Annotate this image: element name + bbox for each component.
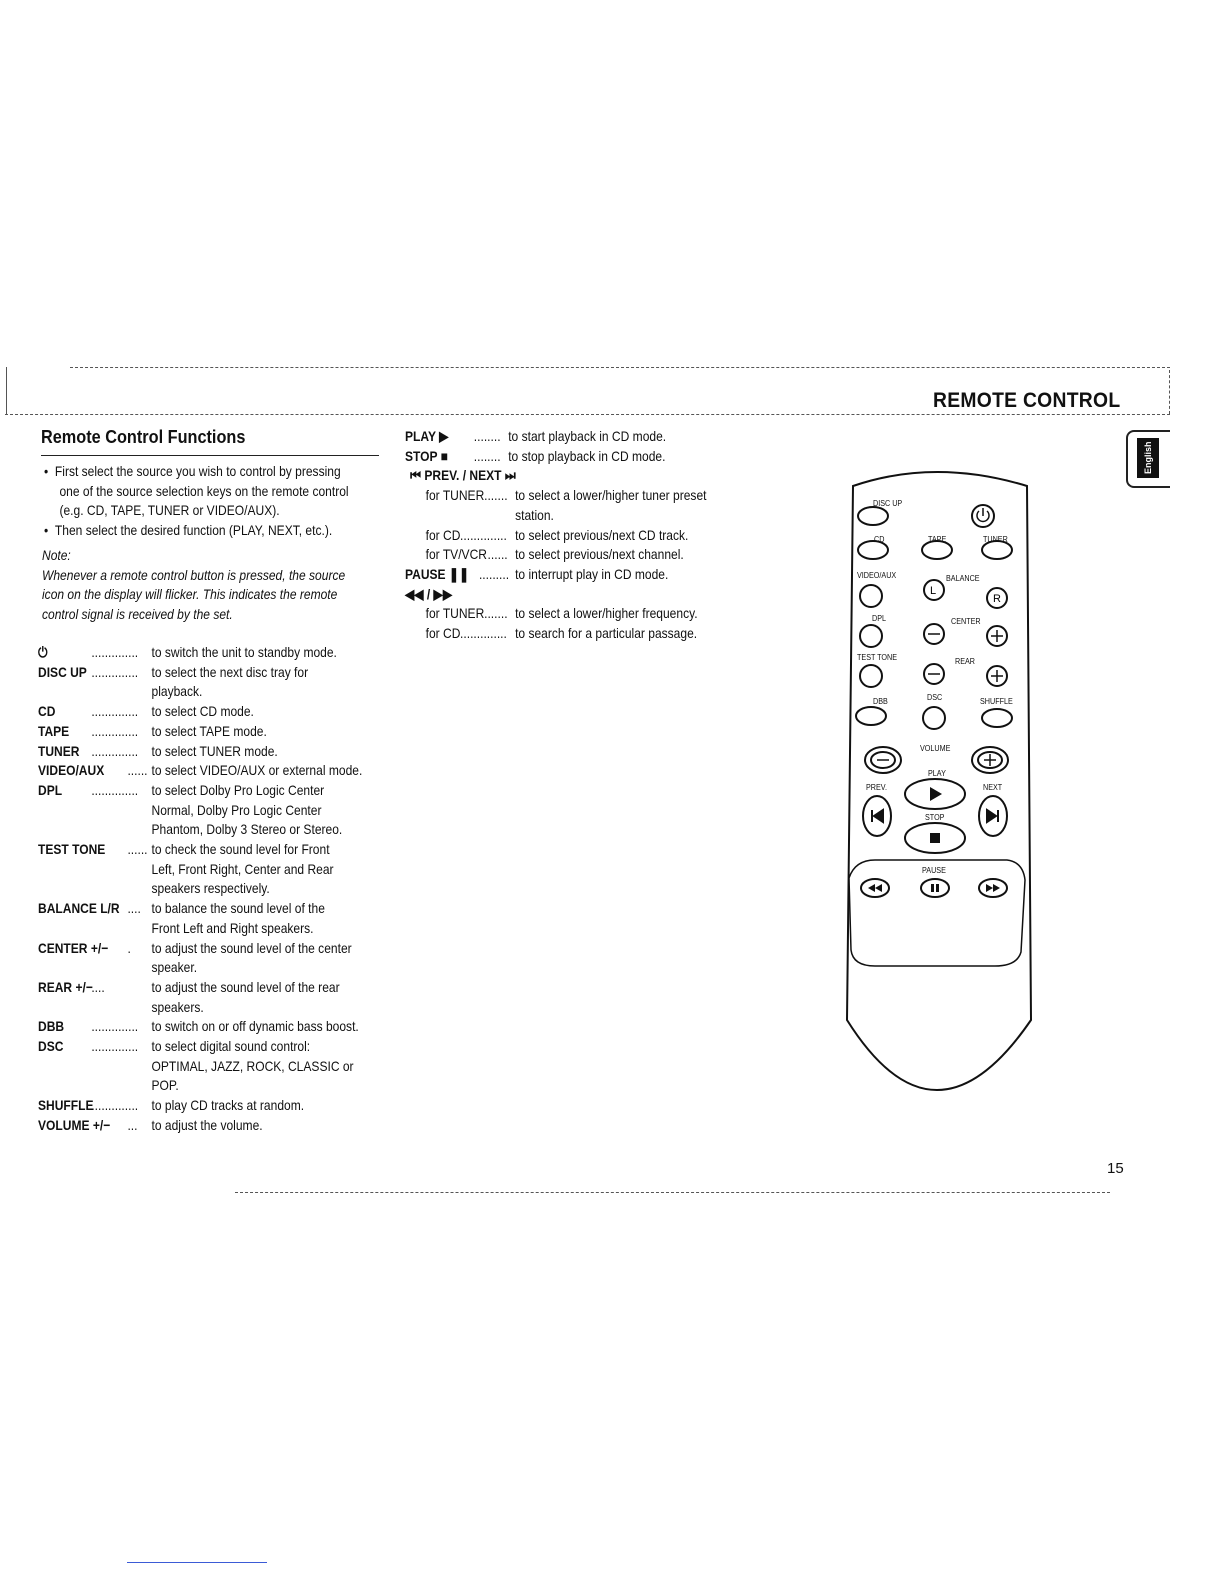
- next-icon: [987, 810, 998, 822]
- language-tab: [1126, 430, 1170, 488]
- function-dots: .: [127, 939, 131, 956]
- cd-search-row: for CD.............. to search for a particular passage.: [425, 625, 698, 642]
- fast-forward-icon: [986, 884, 1000, 892]
- label-dsc: DSC: [927, 693, 943, 702]
- function-key: TAPE: [38, 722, 70, 739]
- function-key: REAR +/−: [38, 978, 93, 995]
- heading-underline: [41, 455, 379, 456]
- page-number: 15: [1107, 1160, 1124, 1177]
- label-shuffle: SHUFFLE: [980, 697, 1013, 706]
- note-block: [42, 546, 345, 624]
- label-play: PLAY: [928, 769, 946, 778]
- function-desc: to select CD mode.: [151, 703, 254, 720]
- function-key: CD: [38, 703, 56, 720]
- dsc-button: [923, 707, 945, 729]
- function-desc: POP.: [151, 1077, 179, 1094]
- function-key: DSC: [38, 1038, 64, 1054]
- footer-blue-line: [127, 1562, 267, 1563]
- prevnext-row: ⏮ PREV. / NEXT ⏭: [410, 467, 516, 484]
- dpl-button: [860, 625, 882, 647]
- function-key: TUNER: [38, 742, 80, 759]
- function-dots: ..............: [91, 644, 139, 660]
- function-key: TEST TONE: [38, 841, 106, 857]
- bullet-item: • First select the source you wish to control by pressing: [44, 463, 341, 479]
- label-balance: BALANCE: [946, 574, 980, 583]
- left-bracket: [6, 367, 7, 414]
- function-desc: to check the sound level for Front: [151, 841, 330, 857]
- function-key: SHUFFLE: [38, 1097, 94, 1114]
- function-dots: ...: [127, 1116, 138, 1133]
- bottom-dashed-rule: [235, 1192, 1110, 1193]
- power-icon: [977, 508, 989, 521]
- video-aux-button: [860, 585, 882, 607]
- play-icon: [930, 787, 942, 801]
- bullet-list: [44, 462, 349, 540]
- remote-lower-panel: [849, 860, 1025, 966]
- tuner-preset-row-cont: station.: [515, 506, 554, 523]
- label-cd: CD: [874, 535, 885, 544]
- function-dots: ....: [91, 978, 105, 995]
- label-video-aux: VIDEO/AUX: [857, 571, 897, 580]
- function-key: BALANCE L/R: [38, 900, 120, 917]
- header-dashed-rule: [5, 414, 1170, 415]
- label-dpl: DPL: [872, 614, 887, 623]
- function-desc: to select TAPE mode.: [151, 722, 267, 739]
- tuner-preset-row: for TUNER....... to select a lower/higher tuner preset: [425, 487, 707, 504]
- function-key: DBB: [38, 1018, 65, 1035]
- function-dots: ....: [127, 900, 141, 917]
- function-key: VIDEO/AUX: [38, 762, 105, 779]
- function-desc: Left, Front Right, Center and Rear: [151, 860, 334, 877]
- stop-icon: [930, 833, 940, 843]
- label-test-tone: TEST TONE: [857, 653, 898, 662]
- function-desc: to switch the unit to standby mode.: [151, 644, 337, 660]
- label-next: NEXT: [983, 783, 1003, 792]
- bullet-item-cont: (e.g. CD, TAPE, TUNER or VIDEO/AUX).: [59, 502, 280, 519]
- function-dots: ..............: [91, 1018, 139, 1035]
- function-dots: ..............: [91, 742, 139, 759]
- function-desc: to switch on or off dynamic bass boost.: [151, 1018, 359, 1035]
- function-key: CENTER +/−: [38, 939, 109, 956]
- label-rear: REAR: [955, 657, 976, 666]
- label-pause: PAUSE: [922, 866, 946, 875]
- function-dots: ......: [127, 762, 148, 779]
- pause-icon-bar1: [931, 884, 934, 892]
- right-bracket: [1169, 370, 1170, 414]
- function-dots: ..............: [91, 781, 139, 798]
- play-row: PLAY ▶ ........ to start playback in CD mode.: [405, 428, 667, 444]
- language-tab-label: English: [1137, 438, 1159, 478]
- search-row: ◀◀ / ▶▶: [405, 585, 453, 602]
- tv-row: for TV/VCR...... to select previous/next channel.: [425, 546, 684, 563]
- rewind-icon: [868, 884, 882, 892]
- function-dots: ..............: [91, 1097, 139, 1114]
- bullet-item: • Then select the desired function (PLAY, NEXT, etc.).: [44, 521, 333, 538]
- function-desc: Phantom, Dolby 3 Stereo or Stereo.: [151, 821, 343, 838]
- label-center: CENTER: [951, 617, 981, 626]
- cd-track-row: for CD.............. to select previous/next CD track.: [425, 526, 689, 543]
- pause-row: PAUSE ❚❚ ......... to interrupt play in CD mode.: [405, 565, 669, 582]
- pause-button: [921, 879, 949, 897]
- label-tape: TAPE: [928, 535, 947, 544]
- note-line: icon on the display will flicker. This indicates the remote: [42, 586, 338, 603]
- function-desc: to select TUNER mode.: [151, 742, 278, 759]
- function-desc: to adjust the volume.: [151, 1116, 263, 1133]
- function-desc: to adjust the sound level of the center: [151, 939, 352, 956]
- function-key: DPL: [38, 781, 63, 798]
- section-title: REMOTE CONTROL: [933, 389, 1121, 412]
- function-desc: playback.: [151, 683, 203, 700]
- function-desc: Normal, Dolby Pro Logic Center: [151, 801, 322, 818]
- note-line: control signal is received by the set.: [42, 605, 233, 622]
- function-desc: OPTIMAL, JAZZ, ROCK, CLASSIC or: [151, 1057, 354, 1074]
- function-key: ⏻: [38, 644, 48, 660]
- function-dots: ......: [127, 841, 148, 857]
- function-desc: to adjust the sound level of the rear: [151, 978, 340, 995]
- stop-row: STOP ■ ........ to stop playback in CD mode.: [405, 447, 666, 464]
- function-desc: to select digital sound control:: [151, 1038, 311, 1054]
- label-stop: STOP: [925, 813, 945, 822]
- remote-body-outline: [847, 472, 1031, 1090]
- label-disc-up: DISC UP: [873, 499, 903, 508]
- function-desc: to select the next disc tray for: [151, 663, 309, 680]
- function-desc: speaker.: [151, 959, 198, 976]
- function-key: VOLUME +/−: [38, 1116, 111, 1133]
- test-tone-button: [860, 665, 882, 687]
- disc-up-button: [858, 507, 888, 525]
- label-volume: VOLUME: [920, 744, 951, 753]
- prev-icon: [872, 810, 883, 822]
- function-desc: speakers respectively.: [151, 880, 270, 897]
- shuffle-button: [982, 709, 1012, 727]
- function-desc: to select Dolby Pro Logic Center: [151, 781, 325, 798]
- function-dots: ..............: [91, 663, 139, 680]
- pause-icon-bar2: [936, 884, 939, 892]
- dbb-button: [856, 707, 886, 725]
- function-desc: to select VIDEO/AUX or external mode.: [151, 762, 363, 779]
- function-desc: speakers.: [151, 998, 204, 1015]
- note-line: Whenever a remote control button is pressed, the source: [42, 566, 346, 583]
- function-key: DISC UP: [38, 663, 87, 680]
- function-dots: ..............: [91, 1038, 139, 1054]
- label-tuner: TUNER: [983, 535, 1008, 544]
- top-dashed-rule: [70, 367, 1170, 368]
- function-dots: ..............: [91, 703, 139, 720]
- functions-heading: Remote Control Functions: [41, 426, 246, 447]
- label-prev: PREV.: [866, 783, 887, 792]
- function-desc: to balance the sound level of the: [151, 900, 325, 917]
- balance-r-letter: R: [993, 593, 1001, 605]
- function-dots: ..............: [91, 722, 139, 739]
- function-desc: to play CD tracks at random.: [151, 1097, 305, 1114]
- function-list-right: [405, 427, 706, 644]
- label-dbb: DBB: [873, 697, 888, 706]
- function-desc: Front Left and Right speakers.: [151, 919, 314, 936]
- tuner-freq-row: for TUNER....... to select a lower/higher frequency.: [425, 605, 698, 622]
- balance-l-letter: L: [930, 585, 937, 597]
- bullet-item-cont: one of the source selection keys on the remote control: [59, 482, 349, 499]
- note-label: Note:: [42, 547, 71, 563]
